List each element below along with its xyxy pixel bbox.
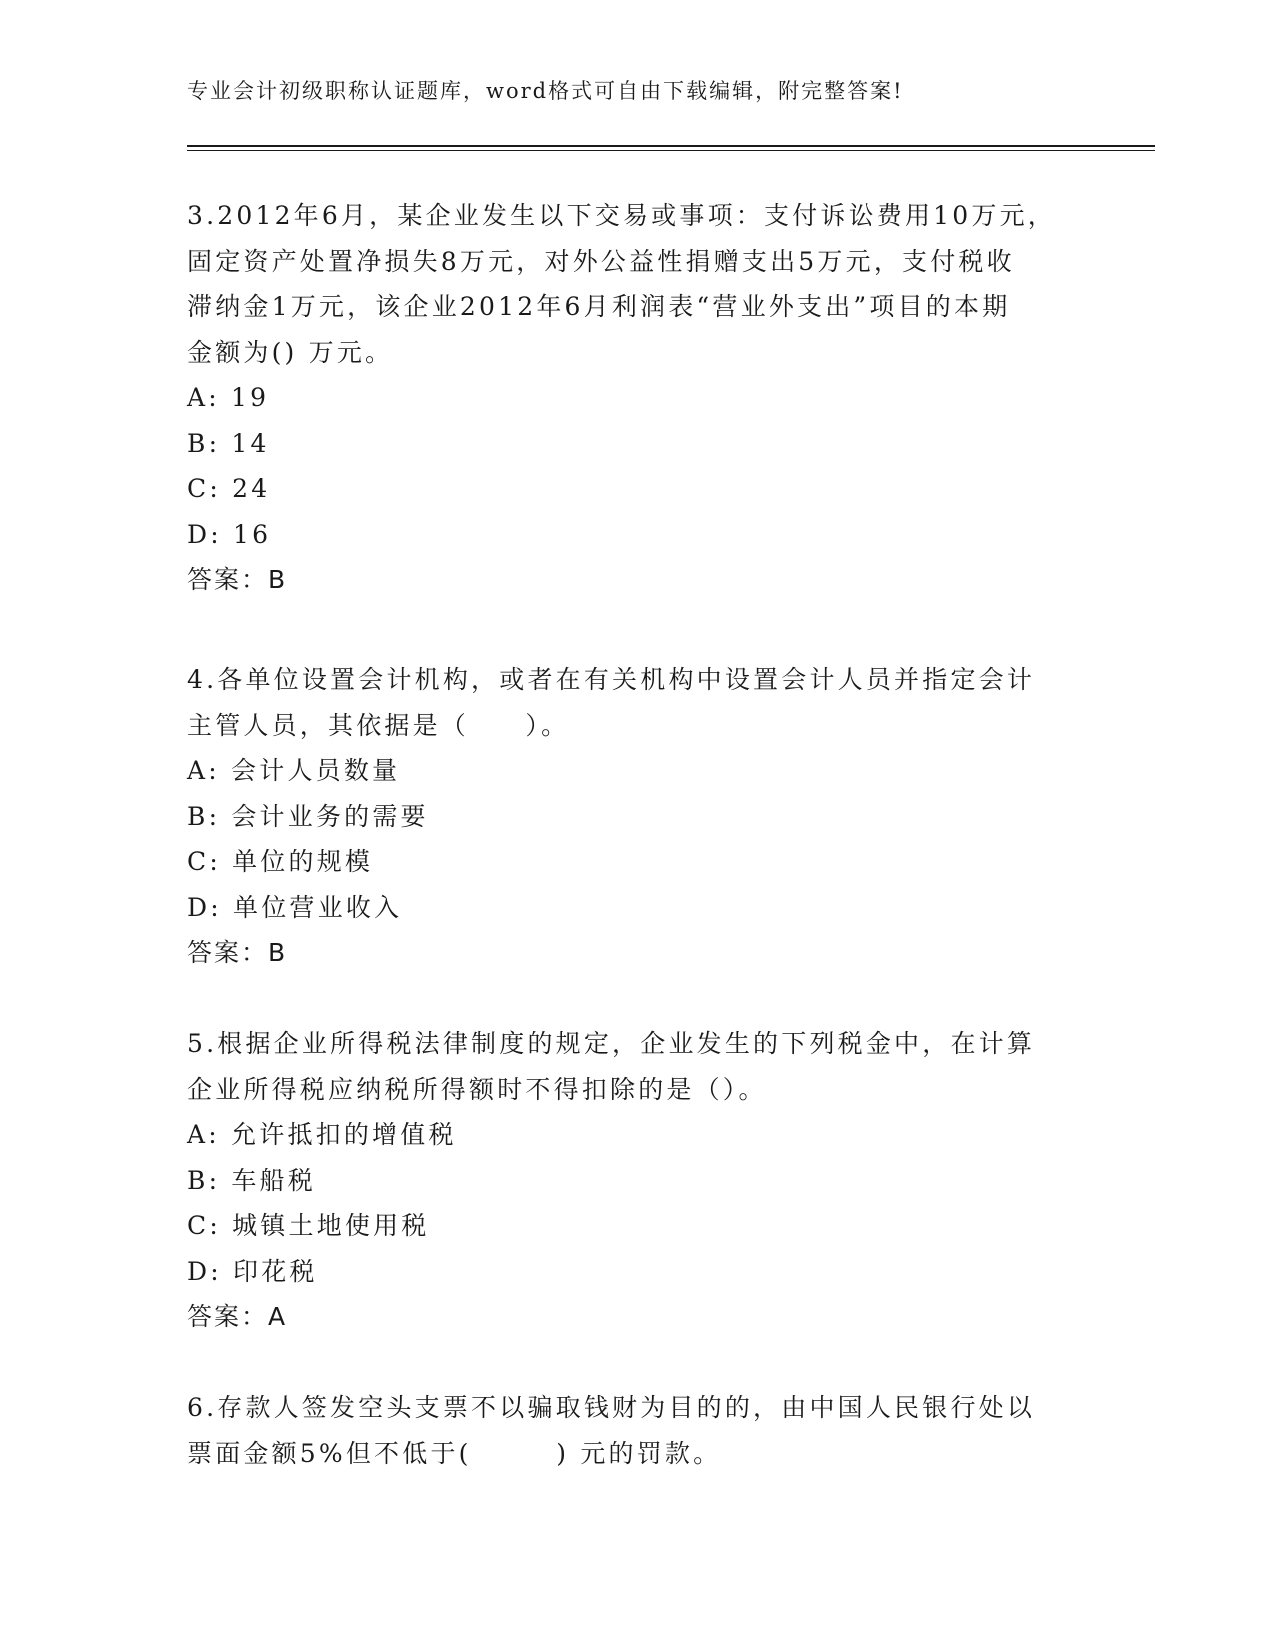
option-key: C: — [187, 847, 221, 876]
option-d — [187, 1249, 1087, 1295]
option-c — [187, 466, 1087, 512]
question-stem-line: 滞纳金1万元，该企业2012年6月利润表“营业外支出”项目的本期 — [187, 292, 1011, 321]
option-text: 单位的规模 — [232, 847, 374, 876]
question-stem-line: 企业所得税应纳税所得额时不得扣除的是（）。 — [187, 1074, 767, 1104]
question-stem-line: 6.存款人签发空头支票不以骗取钱财为目的的，由中国人民银行处以 — [187, 1393, 1036, 1422]
question-stem-line: 5.根据企业所得税法律制度的规定，企业发生的下列税金中，在计算 — [187, 1029, 1036, 1058]
option-text: 单位营业收入 — [233, 892, 403, 922]
option-c — [187, 839, 1087, 885]
option-d — [187, 512, 1087, 558]
option-key: A: — [187, 756, 220, 785]
option-key: A: — [187, 1120, 220, 1149]
option-text: 允许抵扣的增值税 — [231, 1120, 457, 1149]
question-stem-line: 主管人员，其依据是（ ）。 — [187, 710, 570, 740]
option-key: D: — [187, 519, 222, 549]
option-a — [187, 748, 1087, 794]
question-block — [187, 657, 1087, 976]
option-text: 19 — [231, 383, 270, 412]
option-a — [187, 375, 1087, 421]
option-a — [187, 1112, 1087, 1158]
option-b — [187, 1158, 1087, 1204]
option-text: 会计人员数量 — [231, 756, 401, 785]
option-key: B: — [187, 1165, 221, 1195]
question-block — [187, 193, 1087, 603]
option-key: B: — [187, 801, 221, 831]
option-b — [187, 794, 1087, 840]
option-text: 印花税 — [233, 1256, 318, 1286]
question-stem-line: 3.2012年6月，某企业发生以下交易或事项：支付诉讼费用10万元， — [187, 201, 1056, 230]
option-d — [187, 885, 1087, 931]
question-stem-line: 固定资产处置净损失8万元，对外公益性捐赠支出5万元，支付税收 — [187, 246, 1015, 276]
question-block — [187, 1385, 1087, 1476]
option-text: 16 — [233, 519, 272, 549]
option-b — [187, 421, 1087, 467]
option-key: C: — [187, 1211, 221, 1240]
option-text: 会计业务的需要 — [231, 801, 429, 831]
question-block — [187, 1021, 1087, 1340]
answer-line: 答案：B — [187, 565, 288, 594]
answer-line: 答案：A — [187, 1302, 288, 1331]
option-key: C: — [187, 474, 221, 503]
option-key: B: — [187, 428, 221, 458]
option-text: 14 — [231, 428, 270, 458]
option-c — [187, 1203, 1087, 1249]
option-key: A: — [187, 383, 220, 412]
question-stem-line: 票面金额5%但不低于( ) 元的罚款。 — [187, 1438, 722, 1468]
answer-line: 答案：B — [187, 938, 288, 967]
option-text: 24 — [232, 474, 271, 503]
question-stem-line: 金额为() 万元。 — [187, 337, 394, 367]
option-text: 城镇土地使用税 — [232, 1211, 430, 1240]
option-text: 车船税 — [231, 1165, 316, 1195]
option-key: D: — [187, 892, 222, 922]
header-divider — [187, 145, 1155, 151]
option-key: D: — [187, 1256, 222, 1286]
question-stem-line: 4.各单位设置会计机构，或者在有关机构中设置会计人员并指定会计 — [187, 665, 1036, 694]
page-header-text: 专业会计初级职称认证题库，word格式可自由下载编辑，附完整答案! — [187, 79, 904, 103]
